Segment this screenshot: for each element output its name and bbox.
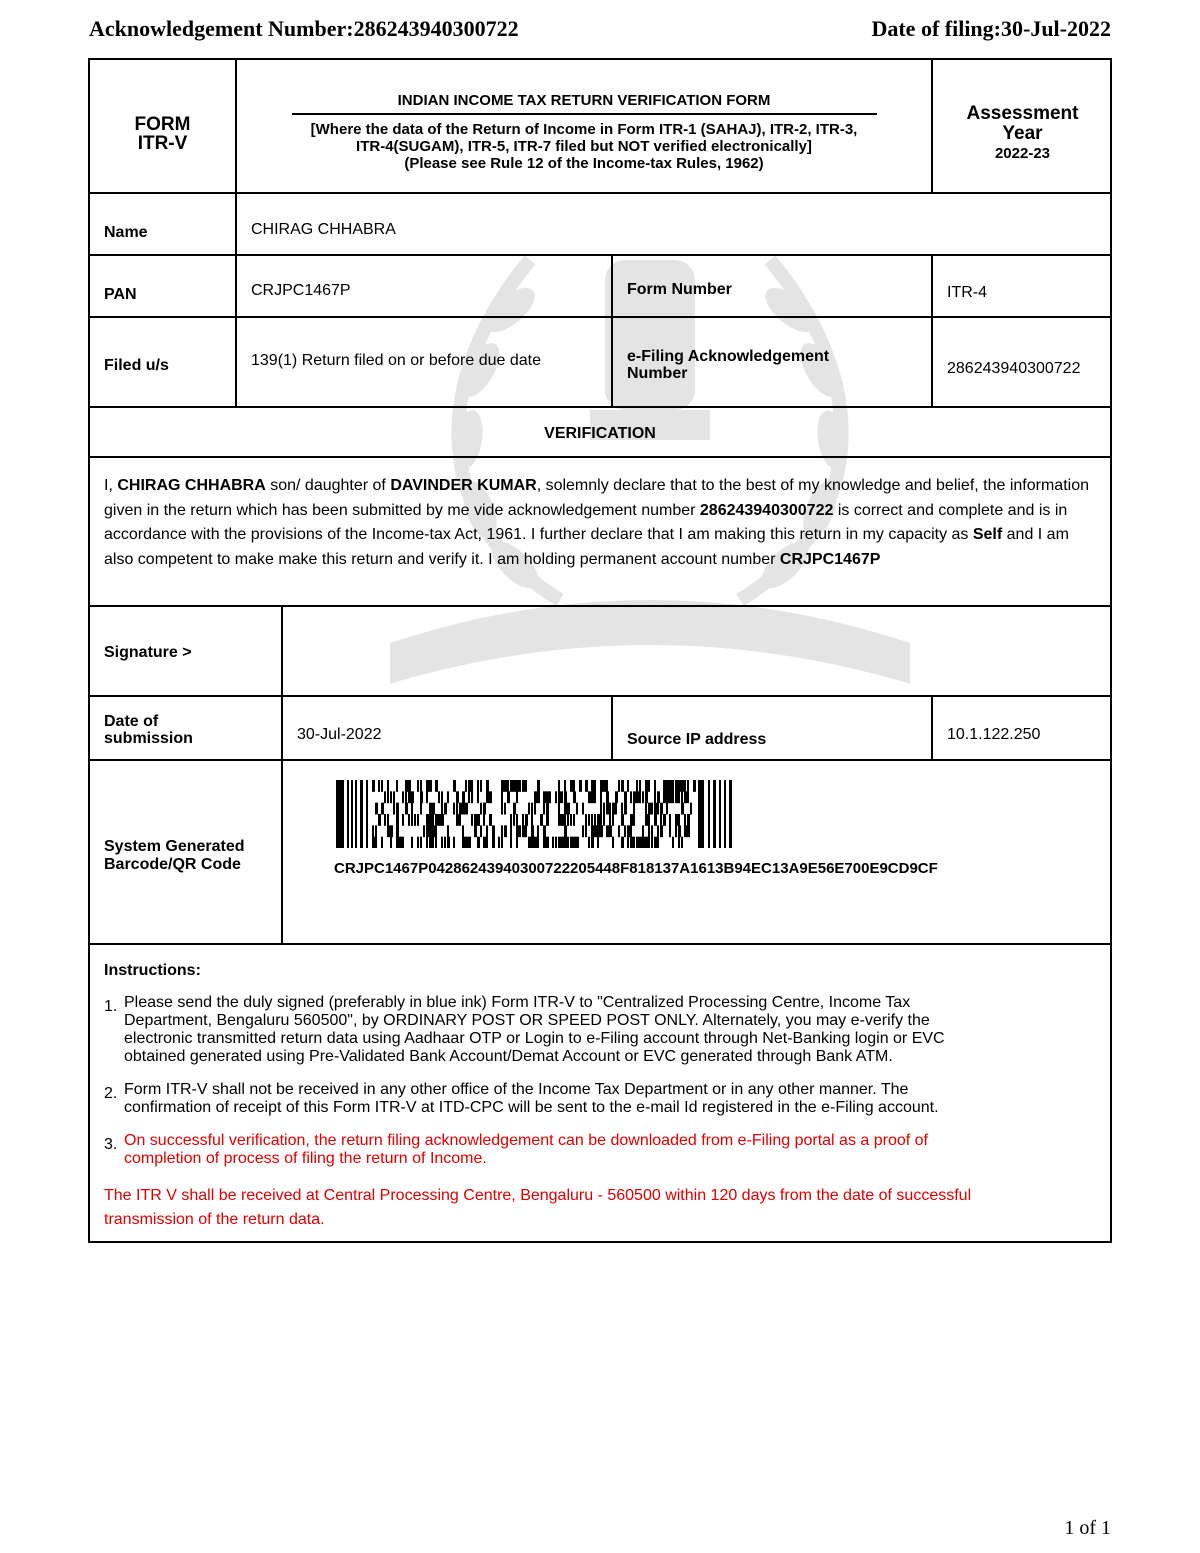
instructions-title: Instructions:: [104, 962, 201, 979]
note-line: transmission of the return data.: [104, 1211, 325, 1228]
form-name: [90, 115, 235, 153]
itr-v-form: [88, 58, 1112, 1243]
instruction-line: obtained generated using Pre-Validated Bank Account/Demat Account or EVC generated through Bank ATM.: [124, 1048, 893, 1065]
instruction-line: Department, Bengaluru 560500", by ORDINARY POST OR SPEED POST ONLY. Alternately, you may e-verify the: [124, 1012, 930, 1029]
form-number-label: Form Number: [627, 281, 732, 298]
assessment-year-value: 2022-23: [994, 145, 1051, 162]
decl-pan: CRJPC1467P: [779, 550, 881, 568]
divider: [90, 316, 1110, 318]
form-subtitle-line3: (Please see Rule 12 of the Income-tax Rules, 1962): [404, 155, 764, 172]
decl-text: , solemnly declare that to the best of my knowledge and belief, the information given in the return which has been submitted by me vide acknowledgement number: [104, 477, 1089, 519]
divider: [611, 695, 613, 759]
date-of-filing-header: [871, 16, 1111, 42]
source-ip-value: 10.1.122.250: [947, 726, 1041, 743]
efiling-ack-label-line1: e-Filing Acknowledgement: [627, 348, 830, 365]
barcode-label-line2: Barcode/QR Code: [104, 856, 241, 873]
instruction-number: 2.: [104, 1085, 118, 1102]
date-of-submission-label: [104, 713, 193, 747]
pan-label: PAN: [104, 286, 137, 303]
name-value: CHIRAG CHHABRA: [251, 221, 396, 238]
signature-label: Signature >: [104, 644, 192, 661]
barcode-text: CRJPC1467P04286243940300722205448F818137A1613B94EC13A9E56E700E9CD9CF: [334, 860, 938, 877]
form-number-value: ITR-4: [947, 284, 987, 301]
date-of-submission-value: 30-Jul-2022: [297, 726, 382, 743]
instruction-line: confirmation of receipt of this Form ITR-V at ITD-CPC will be sent to the e-mail Id registered in the e-Filing account.: [124, 1099, 939, 1116]
form-code: ITR-V: [137, 133, 188, 154]
decl-text: son/ daughter of: [265, 477, 391, 494]
assessment-label: Assessment: [966, 103, 1079, 124]
instruction-item: [104, 1132, 1094, 1170]
form-label: FORM: [134, 114, 191, 135]
year-label: Year: [1002, 123, 1043, 144]
divider: [611, 254, 613, 406]
instruction-item: [104, 1081, 1094, 1119]
barcode-label: [104, 838, 245, 874]
divider: [931, 695, 933, 759]
instruction-line: Please send the duly signed (preferably in blue ink) Form ITR-V to "Centralized Processing Centre, Income Tax: [124, 994, 911, 1011]
divider: [931, 254, 933, 406]
ack-value: 286243940300722: [353, 16, 519, 41]
verification-declaration: [104, 474, 1094, 572]
title-underline: [292, 113, 877, 115]
filed-us-label: Filed u/s: [104, 357, 169, 374]
divider: [90, 943, 1110, 945]
instruction-number: 3.: [104, 1136, 118, 1153]
divider: [90, 759, 1110, 761]
instruction-text: [124, 1132, 1044, 1168]
divider: [90, 406, 1110, 408]
instruction-line: On successful verification, the return filing acknowledgement can be downloaded from e-Filing portal as a proof of: [124, 1132, 928, 1149]
signature-area: [283, 607, 1110, 695]
decl-capacity: Self: [972, 526, 1003, 543]
instruction-text: [124, 1081, 1044, 1117]
decl-text: I,: [104, 477, 118, 494]
date-value: 30-Jul-2022: [1001, 16, 1111, 41]
form-title: INDIAN INCOME TAX RETURN VERIFICATION FORM: [397, 92, 771, 109]
instruction-line: completion of process of filing the return of Income.: [124, 1150, 487, 1167]
divider: [90, 192, 1110, 194]
pan-value: CRJPC1467P: [251, 282, 351, 299]
date-of-submission-label-line2: submission: [104, 730, 193, 747]
instruction-number: 1.: [104, 998, 118, 1015]
date-label: Date of filing:: [871, 16, 1001, 41]
date-of-submission-label-line1: Date of: [104, 713, 159, 730]
note-line: The ITR V shall be received at Central Processing Centre, Bengaluru - 560500 within 120 days from the date of successful: [104, 1187, 972, 1204]
form-subtitle-line2: ITR-4(SUGAM), ITR-5, ITR-7 filed but NOT verified electronically]: [356, 138, 812, 155]
instruction-line: Form ITR-V shall not be received in any other office of the Income Tax Department or in any other manner. The: [124, 1081, 909, 1098]
decl-text: and I am also competent to make make this return and verify it. I am holding permanent account number: [104, 526, 1069, 568]
efiling-ack-label-line2: Number: [627, 365, 688, 382]
page-number: 1 of 1: [1064, 1517, 1111, 1539]
efiling-ack-value: 286243940300722: [947, 360, 1081, 377]
barcode-icon: [336, 780, 736, 848]
decl-name: CHIRAG CHHABRA: [117, 477, 266, 494]
form-subtitle-line1: [Where the data of the Return of Income in Form ITR-1 (SAHAJ), ITR-2, ITR-3,: [310, 121, 858, 138]
acknowledgement-number-header: [89, 16, 519, 42]
instruction-text: [124, 994, 1044, 1066]
decl-father-name: DAVINDER KUMAR: [390, 477, 537, 494]
source-ip-label: Source IP address: [627, 731, 767, 748]
form-title-block: [237, 92, 931, 172]
name-label: Name: [104, 224, 148, 241]
instruction-item: [104, 994, 1094, 1068]
divider: [90, 254, 1110, 256]
barcode-label-line1: System Generated: [104, 838, 245, 855]
ack-label: Acknowledgement Number:: [89, 16, 354, 41]
decl-ack-number: 286243940300722: [699, 501, 834, 519]
filed-us-value: 139(1) Return filed on or before due date: [251, 352, 541, 369]
itr-v-receipt-note: [104, 1184, 1094, 1232]
assessment-year: [933, 104, 1112, 164]
instruction-line: electronic transmitted return data using Aadhaar OTP or Login to e-Filing account through Net-Banking login or EVC: [124, 1030, 945, 1047]
efiling-ack-label: [627, 348, 829, 382]
divider: [90, 695, 1110, 697]
verification-heading: VERIFICATION: [544, 425, 656, 442]
decl-text: is correct and complete and is in accordance with the provisions of the Income-tax Act, 1961. I further declare that I am making this return in my capacity as: [104, 501, 1068, 543]
divider: [90, 456, 1110, 458]
